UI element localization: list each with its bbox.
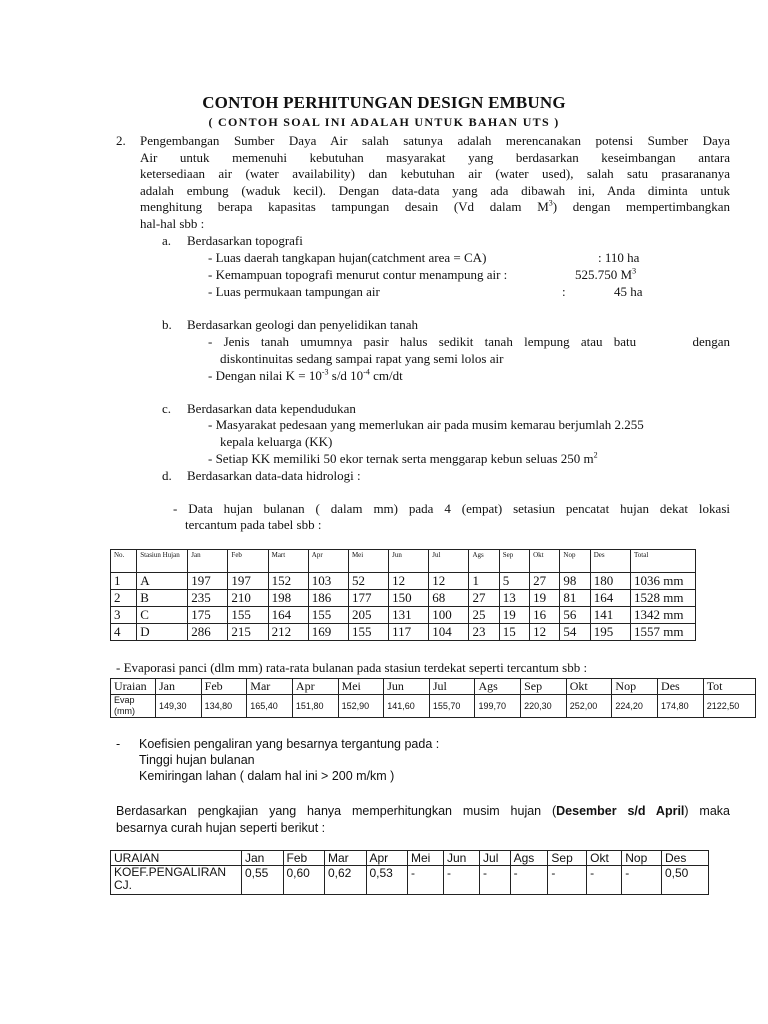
- table-cell: 197: [188, 573, 228, 590]
- table-header-cell: Feb: [283, 851, 325, 866]
- table-cell: 1: [469, 573, 499, 590]
- table-cell: 152,90: [338, 695, 384, 718]
- table-cell: 164: [268, 607, 308, 624]
- table-cell: 215: [228, 624, 268, 641]
- table-cell: 141: [590, 607, 630, 624]
- table-header-cell: Feb: [228, 550, 268, 573]
- table-cell: 0,60: [283, 866, 325, 895]
- coefficient-line: Koefisien pengaliran yang besarnya tergantung pada :: [139, 737, 440, 751]
- table-cell: 1528 mm: [631, 590, 696, 607]
- table-header-cell: Jul: [429, 550, 469, 573]
- table-cell: Evap (mm): [111, 695, 156, 718]
- table-cell: 13: [499, 590, 529, 607]
- table-cell: KOEF.PENGALIRAN CJ.: [111, 866, 242, 895]
- section-d-marker: d.: [162, 468, 172, 483]
- table-header-cell: Jun: [389, 550, 429, 573]
- topo-item-colon: :: [562, 284, 566, 299]
- table-cell: 155: [308, 607, 348, 624]
- table-cell: 19: [530, 590, 560, 607]
- geology-line: - Jenis tanah umumnya pasir halus sedikit tanah lempung atau batu dengan: [208, 334, 730, 349]
- table-header-cell: Des: [662, 851, 709, 866]
- table-cell: 235: [188, 590, 228, 607]
- table-cell: 19: [499, 607, 529, 624]
- section-c-marker: c.: [162, 401, 172, 416]
- table-header-cell: Nop: [612, 679, 658, 695]
- table-cell: 4: [111, 624, 137, 641]
- table-cell: 12: [389, 573, 429, 590]
- table-cell: -: [587, 866, 622, 895]
- intro-line: adalah embung (waduk kecil). Dengan data-data yang ada dibawah ini, Anda diminta untuk: [140, 182, 730, 198]
- table-cell: 151,80: [292, 695, 338, 718]
- table-cell: B: [137, 590, 188, 607]
- section-a-marker: a.: [162, 233, 172, 248]
- table-cell: 0,50: [662, 866, 709, 895]
- table-row: [111, 573, 696, 590]
- table-cell: 1557 mm: [631, 624, 696, 641]
- table-cell: C: [137, 607, 188, 624]
- section-d-heading: Berdasarkan data-data hidrologi :: [187, 468, 361, 483]
- table-cell: 131: [389, 607, 429, 624]
- table-cell: 169: [308, 624, 348, 641]
- topo-item-label: - Luas daerah tangkapan hujan(catchment area = CA): [208, 250, 487, 265]
- table-cell: 103: [308, 573, 348, 590]
- table-cell: -: [510, 866, 548, 895]
- table-header-cell: Mar: [247, 679, 293, 695]
- population-line: - Masyarakat pedesaan yang memerlukan air pada musim kemarau berjumlah 2.255: [208, 417, 644, 432]
- table-cell: 186: [308, 590, 348, 607]
- hydrology-line: - Data hujan bulanan ( dalam mm) pada 4 (empat) setasiun pencatat hujan dekat lokasi: [173, 501, 730, 516]
- table-cell: 5: [499, 573, 529, 590]
- table-cell: 0,62: [325, 866, 367, 895]
- table-header-cell: Apr: [366, 851, 408, 866]
- rainfall-table: [110, 549, 696, 641]
- page-title: CONTOH PERHITUNGAN DESIGN EMBUNG: [202, 93, 566, 112]
- table-cell: 15: [499, 624, 529, 641]
- table-header-cell: Jun: [444, 851, 480, 866]
- table-cell: A: [137, 573, 188, 590]
- topo-item-value: : 110 ha: [598, 250, 640, 265]
- season-line: besarnya curah hujan seperti berikut :: [116, 821, 326, 835]
- table-cell: 1: [111, 573, 137, 590]
- topo-item-value: 45 ha: [614, 284, 643, 299]
- table-cell: 205: [348, 607, 388, 624]
- table-cell: 152: [268, 573, 308, 590]
- table-header-cell: Ags: [469, 550, 499, 573]
- geology-line: - Dengan nilai $K = 10^{-3}$ s/d $10^{-4}$ cm/dt: [208, 367, 403, 383]
- table-header-cell: Jun: [384, 679, 430, 695]
- table-header-cell: Okt: [566, 679, 612, 695]
- table-row: [111, 695, 756, 718]
- intro-line: menghitung berapa kapasitas tampungan desain (Vd dalam $M^3$) dengan mempertimbangkan: [140, 198, 730, 214]
- population-line: - Setiap KK memiliki 50 ekor ternak serta menggarap kebun seluas 250 $m^2$: [208, 450, 598, 466]
- table-cell: 52: [348, 573, 388, 590]
- table-cell: 104: [429, 624, 469, 641]
- table-cell: 100: [429, 607, 469, 624]
- table-header-cell: Jan: [242, 851, 284, 866]
- table-header-cell: Mart: [268, 550, 308, 573]
- table-header-cell: Nop: [560, 550, 590, 573]
- coefficient-line: Tinggi hujan bulanan: [139, 753, 255, 767]
- table-row: [111, 590, 696, 607]
- table-cell: 197: [228, 573, 268, 590]
- table-header-cell: Apr: [308, 550, 348, 573]
- table-cell: 16: [530, 607, 560, 624]
- table-row: [111, 866, 709, 895]
- hydrology-line: tercantum pada tabel sbb :: [185, 517, 322, 532]
- table-cell: 23: [469, 624, 499, 641]
- table-header-cell: Total: [631, 550, 696, 573]
- table-cell: 199,70: [475, 695, 521, 718]
- table-cell: 0,55: [242, 866, 284, 895]
- table-cell: 54: [560, 624, 590, 641]
- section-b-heading: Berdasarkan geologi dan penyelidikan tanah: [187, 317, 419, 332]
- table-cell: 98: [560, 573, 590, 590]
- table-cell: -: [444, 866, 480, 895]
- table-cell: 25: [469, 607, 499, 624]
- table-row: [111, 624, 696, 641]
- runoff-coefficient-table: [110, 850, 709, 895]
- coefficient-line: Kemiringan lahan ( dalam hal ini > 200 m/km ): [139, 769, 395, 783]
- intro-line: ketersediaan air (water availability) dan kebutuhan air (water used), salah satu prasarananya: [140, 166, 730, 181]
- table-cell: 56: [560, 607, 590, 624]
- table-cell: 155,70: [429, 695, 475, 718]
- section-b-marker: b.: [162, 317, 172, 332]
- table-cell: 12: [429, 573, 469, 590]
- table-header-cell: Sep: [521, 679, 567, 695]
- coefficient-dash: -: [116, 737, 121, 751]
- table-cell: 198: [268, 590, 308, 607]
- season-line: Berdasarkan pengkajian yang hanya memperhitungkan musim hujan (Desember s/d April) maka: [116, 804, 730, 818]
- table-cell: 134,80: [201, 695, 247, 718]
- table-cell: 117: [389, 624, 429, 641]
- table-header-row: [111, 851, 709, 866]
- table-cell: 195: [590, 624, 630, 641]
- table-header-cell: Mar: [325, 851, 367, 866]
- table-cell: 3: [111, 607, 137, 624]
- table-cell: 1036 mm: [631, 573, 696, 590]
- table-row: [111, 607, 696, 624]
- table-cell: 220,30: [521, 695, 567, 718]
- table-header-cell: Jan: [188, 550, 228, 573]
- table-header-cell: Sep: [548, 851, 587, 866]
- intro-line: Air untuk memenuhi kebutuhan masyarakat yang berdasarkan keseimbangan antara: [140, 149, 730, 165]
- table-header-cell: Mei: [338, 679, 384, 695]
- table-header-cell: Ags: [510, 851, 548, 866]
- table-cell: 286: [188, 624, 228, 641]
- table-header-cell: Des: [590, 550, 630, 573]
- table-cell: D: [137, 624, 188, 641]
- section-a-heading: Berdasarkan topografi: [187, 233, 303, 248]
- table-header-row: [111, 679, 756, 695]
- table-header-cell: Jan: [156, 679, 202, 695]
- table-cell: 177: [348, 590, 388, 607]
- table-header-cell: Apr: [292, 679, 338, 695]
- topo-item-label: - Luas permukaan tampungan air: [208, 284, 380, 299]
- table-header-cell: Feb: [201, 679, 247, 695]
- table-header-cell: Uraian: [111, 679, 156, 695]
- table-cell: -: [480, 866, 511, 895]
- table-cell: 252,00: [566, 695, 612, 718]
- table-cell: 174,80: [658, 695, 704, 718]
- table-header-cell: Jul: [480, 851, 511, 866]
- evaporation-caption: - Evaporasi panci (dlm mm) rata-rata bulanan pada stasiun terdekat seperti tercantum sbb :: [116, 660, 588, 675]
- intro-line: hal-hal sbb :: [140, 215, 205, 231]
- table-header-cell: Sep: [499, 550, 529, 573]
- table-header-cell: Nop: [622, 851, 662, 866]
- table-cell: 2122,50: [703, 695, 755, 718]
- table-cell: 81: [560, 590, 590, 607]
- geology-line: diskontinuitas sedang sampai rapat yang semi lolos air: [220, 351, 504, 366]
- table-cell: 164: [590, 590, 630, 607]
- table-header-cell: Des: [658, 679, 704, 695]
- table-cell: 68: [429, 590, 469, 607]
- topo-item-label: - Kemampuan topografi menurut contur menampung air :: [208, 267, 508, 282]
- table-cell: 165,40: [247, 695, 293, 718]
- table-header-cell: Jul: [429, 679, 475, 695]
- table-header-cell: Ags: [475, 679, 521, 695]
- table-cell: 27: [530, 573, 560, 590]
- intro-line: Pengembangan Sumber Daya Air salah satunya adalah merencanakan potensi Sumber Daya: [140, 133, 730, 148]
- table-cell: -: [622, 866, 662, 895]
- table-cell: 12: [530, 624, 560, 641]
- table-cell: 141,60: [384, 695, 430, 718]
- table-header-cell: Okt: [587, 851, 622, 866]
- table-header-cell: Stasiun Hujan: [137, 550, 188, 573]
- population-line: kepala keluarga (KK): [220, 434, 333, 449]
- section-c-heading: Berdasarkan data kependudukan: [187, 401, 356, 416]
- page-subtitle: ( CONTOH SOAL INI ADALAH UNTUK BAHAN UTS ): [208, 115, 560, 129]
- table-cell: 150: [389, 590, 429, 607]
- table-header-cell: Tot: [703, 679, 755, 695]
- topo-item-value: 525.750 $M^3$: [575, 266, 637, 282]
- table-cell: 175: [188, 607, 228, 624]
- table-cell: -: [408, 866, 444, 895]
- table-header-cell: Mei: [408, 851, 444, 866]
- table-header-cell: URAIAN: [111, 851, 242, 866]
- table-cell: 27: [469, 590, 499, 607]
- table-cell: 2: [111, 590, 137, 607]
- intro-paragraph: [140, 133, 730, 232]
- evaporation-table: [110, 678, 756, 718]
- table-cell: 155: [228, 607, 268, 624]
- table-cell: 224,20: [612, 695, 658, 718]
- table-cell: 149,30: [156, 695, 202, 718]
- table-cell: -: [548, 866, 587, 895]
- table-cell: 155: [348, 624, 388, 641]
- table-cell: 212: [268, 624, 308, 641]
- table-cell: 180: [590, 573, 630, 590]
- table-header-cell: Mei: [348, 550, 388, 573]
- table-cell: 210: [228, 590, 268, 607]
- table-cell: 1342 mm: [631, 607, 696, 624]
- table-header-cell: No.: [111, 550, 137, 573]
- table-cell: 0,53: [366, 866, 408, 895]
- item-number: 2.: [116, 133, 126, 148]
- table-header-cell: Okt: [530, 550, 560, 573]
- table-header-row: [111, 550, 696, 573]
